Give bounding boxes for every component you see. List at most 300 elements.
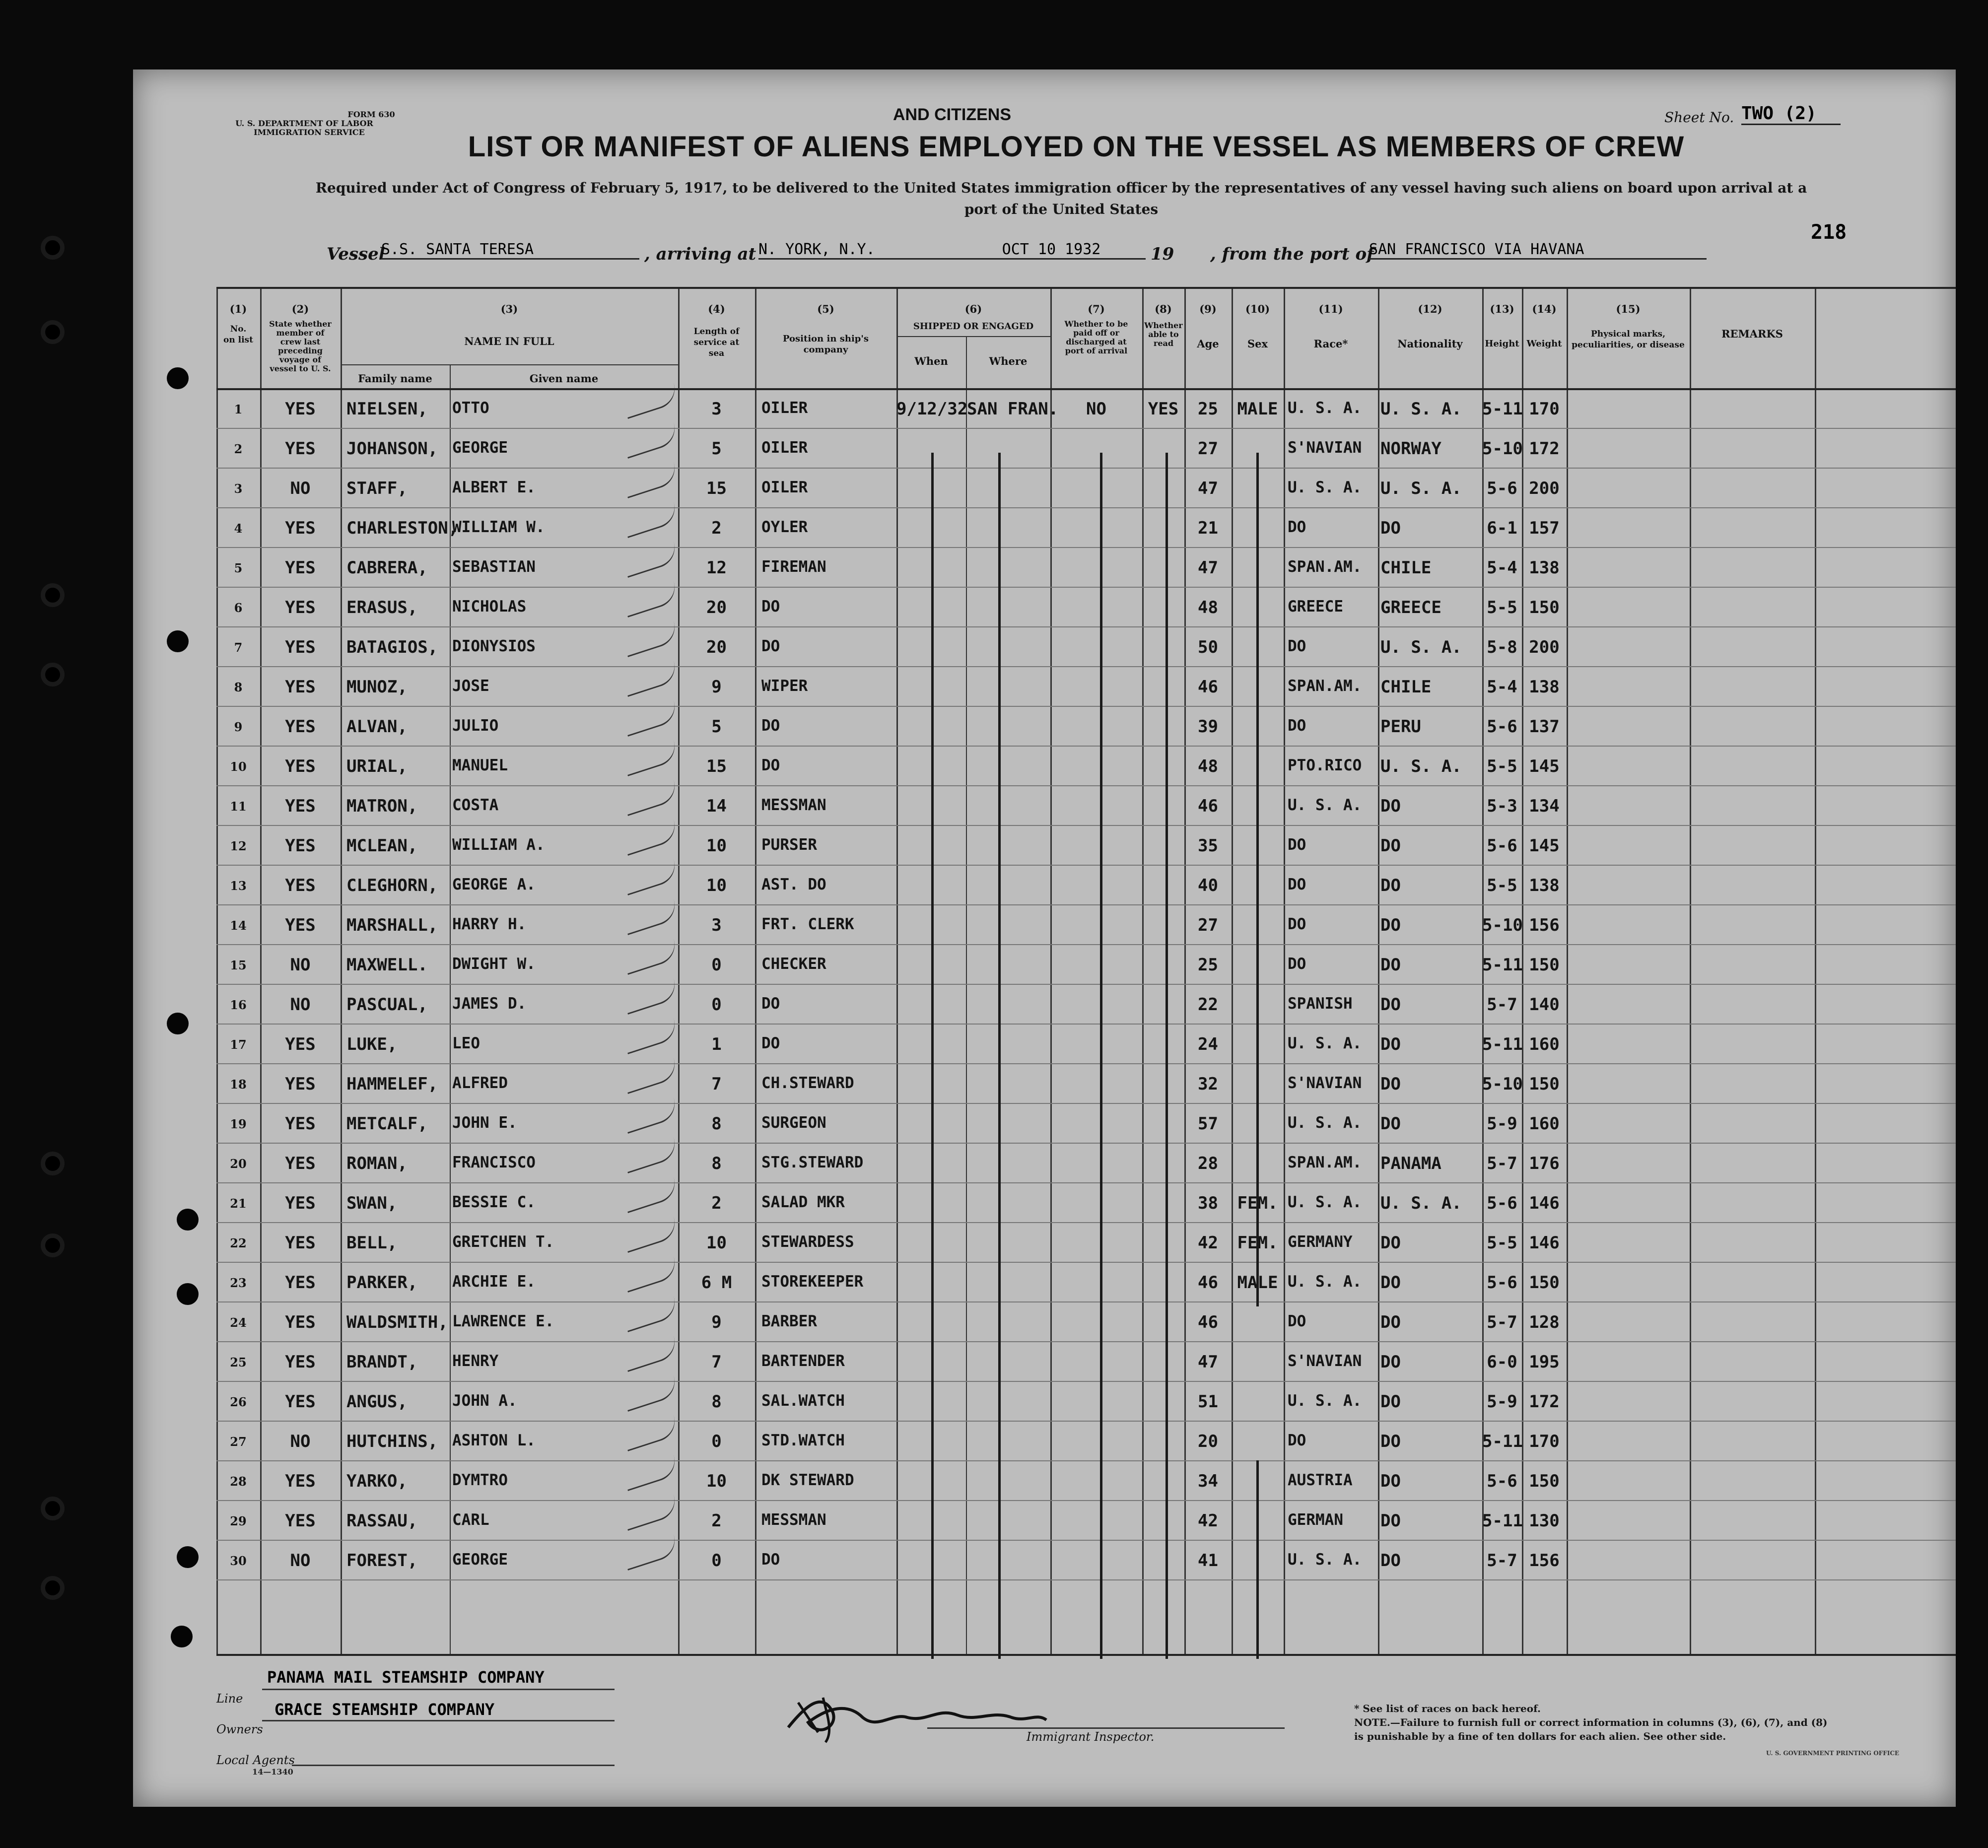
cell-nationality: DO xyxy=(1380,1233,1401,1253)
cell-service: 5 xyxy=(711,439,722,459)
col15-number: (15) xyxy=(1616,303,1641,315)
cell-race: U. S. A. xyxy=(1288,1193,1362,1211)
cell-height: 6-0 xyxy=(1487,1352,1517,1372)
cell-service: 8 xyxy=(711,1114,722,1134)
cell-family: STAFF, xyxy=(346,479,408,498)
cell-race: U. S. A. xyxy=(1288,1034,1362,1052)
cell-position: STEWARDESS xyxy=(761,1233,854,1251)
cell-given: ARCHIE E. xyxy=(452,1273,536,1291)
cell-given: JULIO xyxy=(452,717,499,735)
line-label: Line xyxy=(216,1692,243,1706)
cell-service: 3 xyxy=(711,399,722,419)
cell-position: DO xyxy=(761,1551,780,1569)
cell-position: CH.STEWARD xyxy=(761,1074,854,1092)
agents-label: Local Agents xyxy=(216,1753,295,1767)
cell-nationality: CHILE xyxy=(1380,677,1432,697)
cell-weight: 138 xyxy=(1529,876,1560,895)
cell-race: GREECE xyxy=(1288,598,1343,616)
cell-race: PTO.RICO xyxy=(1288,756,1362,774)
cell-given: DYMTRO xyxy=(452,1471,508,1489)
col-height: Height xyxy=(1485,339,1519,349)
cell-family: SWAN, xyxy=(346,1193,398,1213)
cell-service: 2 xyxy=(711,1511,722,1531)
cell-race: U. S. A. xyxy=(1288,1114,1362,1132)
cell-age: 46 xyxy=(1198,1312,1218,1332)
cell-height: 5-7 xyxy=(1487,1551,1517,1571)
cell-family: MCLEAN, xyxy=(346,836,418,856)
cell-nationality: DO xyxy=(1380,876,1401,895)
cell-family: CHARLESTON, xyxy=(346,518,459,538)
vessel-name: S.S. SANTA TERESA xyxy=(381,241,639,260)
cell-position: SAL.WATCH xyxy=(761,1392,845,1410)
cell-nationality: U. S. A. xyxy=(1380,637,1462,657)
cell-prev: YES xyxy=(285,836,316,856)
binder-hole xyxy=(41,236,65,260)
cell-race: SPAN.AM. xyxy=(1288,677,1362,695)
col-shipped-engaged: SHIPPED OR ENGAGED xyxy=(913,321,1034,332)
cell-service: 10 xyxy=(706,836,727,856)
cell-no: 14 xyxy=(230,918,247,933)
cell-service: 2 xyxy=(711,518,722,538)
cell-weight: 200 xyxy=(1529,637,1560,657)
cell-prev: YES xyxy=(285,1193,316,1213)
cell-age: 47 xyxy=(1198,558,1218,578)
cell-race: U. S. A. xyxy=(1288,1273,1362,1291)
cell-race: AUSTRIA xyxy=(1288,1471,1353,1489)
cell-race: DO xyxy=(1288,955,1306,973)
cell-height: 5-11 xyxy=(1482,1432,1523,1451)
binder-hole xyxy=(41,320,65,344)
cell-nationality: DO xyxy=(1380,1273,1401,1293)
cell-service: 8 xyxy=(711,1392,722,1412)
cell-position: FIREMAN xyxy=(761,558,826,576)
cell-weight: 170 xyxy=(1529,1432,1560,1451)
cell-nationality: CHILE xyxy=(1380,558,1432,578)
cell-age: 22 xyxy=(1198,995,1218,1015)
col4-number: (4) xyxy=(708,303,725,315)
col14-number: (14) xyxy=(1532,303,1557,315)
cell-height: 5-9 xyxy=(1487,1114,1517,1134)
cell-given: CARL xyxy=(452,1511,489,1529)
cell-age: 25 xyxy=(1198,955,1218,975)
cell-race: GERMANY xyxy=(1288,1233,1353,1251)
owners-value: GRACE STEAMSHIP COMPANY xyxy=(274,1700,495,1719)
cell-prev: YES xyxy=(285,1114,316,1134)
cell-family: ALVAN, xyxy=(346,717,408,737)
cell-height: 5-11 xyxy=(1482,955,1523,975)
cell-age: 21 xyxy=(1198,518,1218,538)
cell-nationality: DO xyxy=(1380,995,1401,1015)
cell-family: MUNOZ, xyxy=(346,677,408,697)
form-number: FORM 630 xyxy=(347,110,395,119)
cell-sex: MALE xyxy=(1237,1273,1278,1293)
cell-sex: FEM. xyxy=(1237,1193,1278,1213)
cell-position: SURGEON xyxy=(761,1114,826,1132)
cell-prev: YES xyxy=(285,1273,316,1293)
cell-family: JOHANSON, xyxy=(346,439,438,459)
cell-when: 9/12/32 xyxy=(896,399,968,419)
manifest-sheet xyxy=(133,69,1956,1807)
from-port-label: , from the port of xyxy=(1210,244,1374,264)
cell-paid: NO xyxy=(1086,399,1106,419)
cell-no: 30 xyxy=(230,1554,247,1568)
cell-position: STOREKEEPER xyxy=(761,1273,864,1291)
cell-prev: YES xyxy=(285,1471,316,1491)
cell-no: 5 xyxy=(234,561,243,575)
col-race: Race* xyxy=(1313,338,1348,350)
cell-family: BATAGIOS, xyxy=(346,637,438,657)
cell-race: U. S. A. xyxy=(1288,399,1362,417)
cell-height: 5-6 xyxy=(1487,1193,1517,1213)
footnote-fine: NOTE.—Failure to furnish full or correct information in columns (3), (6), (7), and (8) xyxy=(1354,1716,1828,1728)
col-no-on-list: No. on list xyxy=(223,324,253,345)
cell-height: 5-9 xyxy=(1487,1392,1517,1412)
binder-hole xyxy=(41,1152,65,1175)
owners-label: Owners xyxy=(216,1722,263,1736)
cell-weight: 150 xyxy=(1529,1471,1560,1491)
col7-number: (7) xyxy=(1088,303,1105,315)
cell-read: YES xyxy=(1148,399,1179,419)
cell-height: 5-6 xyxy=(1487,717,1517,737)
cell-nationality: U. S. A. xyxy=(1380,399,1462,419)
cell-prev: NO xyxy=(290,955,311,975)
cell-prev: YES xyxy=(285,518,316,538)
cell-weight: 145 xyxy=(1529,756,1560,776)
year-label: 19 xyxy=(1151,244,1174,264)
cell-prev: YES xyxy=(285,756,316,776)
cell-position: FRT. CLERK xyxy=(761,915,854,933)
cell-sex: FEM. xyxy=(1237,1233,1278,1253)
col-length-service: Length of service at sea xyxy=(693,327,740,358)
cell-family: MAXWELL. xyxy=(346,955,428,975)
cell-weight: 138 xyxy=(1529,558,1560,578)
cell-given: GRETCHEN T. xyxy=(452,1233,554,1251)
cell-nationality: DO xyxy=(1380,1074,1401,1094)
cell-family: NIELSEN, xyxy=(346,399,428,419)
col-nationality: Nationality xyxy=(1397,338,1463,350)
col6-number: (6) xyxy=(964,303,982,315)
act-text: Required under Act of Congress of February 5, 1917, to be delivered to the United States immigration officer by the representatives of any vessel having such aliens on board upon arrival at a xyxy=(315,180,1807,196)
punch-dot xyxy=(177,1546,199,1568)
cell-weight: 137 xyxy=(1529,717,1560,737)
cell-prev: YES xyxy=(285,1352,316,1372)
cell-age: 47 xyxy=(1198,1352,1218,1372)
col-paid-off: Whether to be paid off or discharged at port of arrival xyxy=(1064,319,1128,355)
cell-service: 10 xyxy=(706,1471,727,1491)
cell-age: 50 xyxy=(1198,637,1218,657)
cell-weight: 160 xyxy=(1529,1114,1560,1134)
cell-position: DO xyxy=(761,995,780,1013)
cell-height: 5-10 xyxy=(1482,439,1523,459)
cell-prev: NO xyxy=(290,1551,311,1571)
cell-service: 15 xyxy=(706,479,727,498)
cell-service: 14 xyxy=(706,796,727,816)
cell-service: 0 xyxy=(711,1551,722,1571)
cell-race: SPAN.AM. xyxy=(1288,1154,1362,1171)
cell-family: WALDSMITH, xyxy=(346,1312,448,1332)
cell-race: SPANISH xyxy=(1288,995,1353,1013)
cell-no: 11 xyxy=(230,799,247,814)
cell-weight: 172 xyxy=(1529,1392,1560,1412)
cell-prev: YES xyxy=(285,1154,316,1173)
cell-position: DO xyxy=(761,637,780,655)
cell-race: GERMAN xyxy=(1288,1511,1343,1529)
cell-age: 42 xyxy=(1198,1511,1218,1531)
cell-age: 25 xyxy=(1198,399,1218,419)
inspector-label: Immigrant Inspector. xyxy=(1027,1730,1155,1744)
col-prev-voyage: State whether member of crew last preceding voyage of vessel to U. S. xyxy=(269,319,332,373)
cell-position: DO xyxy=(761,1034,780,1052)
ditto-stroke xyxy=(998,453,1001,1659)
cell-weight: 150 xyxy=(1529,1273,1560,1293)
cell-family: FOREST, xyxy=(346,1551,418,1571)
punch-dot xyxy=(167,630,189,652)
cell-height: 5-6 xyxy=(1487,479,1517,498)
cell-age: 46 xyxy=(1198,1273,1218,1293)
cell-position: AST. DO xyxy=(761,876,826,893)
col8-number: (8) xyxy=(1155,303,1172,315)
agents-code: 14—1340 xyxy=(252,1767,293,1777)
cell-position: WIPER xyxy=(761,677,808,695)
cell-prev: NO xyxy=(290,1432,311,1451)
col3-number: (3) xyxy=(500,303,518,315)
cell-age: 24 xyxy=(1198,1034,1218,1054)
cell-given: HARRY H. xyxy=(452,915,527,933)
cell-where: SAN FRAN. xyxy=(967,399,1059,419)
ditto-stroke xyxy=(1256,453,1259,1306)
cell-prev: YES xyxy=(285,876,316,895)
sheet-number: TWO (2) xyxy=(1741,103,1841,125)
cell-service: 7 xyxy=(711,1074,722,1094)
cell-family: MATRON, xyxy=(346,796,418,816)
cell-no: 22 xyxy=(230,1236,247,1250)
cell-family: CABRERA, xyxy=(346,558,428,578)
cell-weight: 146 xyxy=(1529,1193,1560,1213)
cell-race: SPAN.AM. xyxy=(1288,558,1362,576)
cell-weight: 150 xyxy=(1529,955,1560,975)
cell-height: 5-4 xyxy=(1487,558,1517,578)
cell-service: 15 xyxy=(706,756,727,776)
cell-no: 6 xyxy=(234,601,243,615)
col-age: Age xyxy=(1197,338,1219,350)
cell-no: 15 xyxy=(230,958,247,972)
crew-table xyxy=(216,287,1956,1656)
cell-prev: YES xyxy=(285,677,316,697)
cell-service: 10 xyxy=(706,1233,727,1253)
col1-number: (1) xyxy=(229,303,247,315)
cell-family: BELL, xyxy=(346,1233,398,1253)
col-where: Where xyxy=(989,355,1028,367)
cell-height: 5-5 xyxy=(1487,876,1517,895)
cell-weight: 150 xyxy=(1529,598,1560,617)
cell-weight: 160 xyxy=(1529,1034,1560,1054)
cell-given: ALBERT E. xyxy=(452,479,536,496)
cell-given: NICHOLAS xyxy=(452,598,527,616)
cell-age: 46 xyxy=(1198,796,1218,816)
cell-age: 46 xyxy=(1198,677,1218,697)
cell-prev: YES xyxy=(285,558,316,578)
cell-nationality: PERU xyxy=(1380,717,1421,737)
cell-service: 3 xyxy=(711,915,722,935)
cell-service: 20 xyxy=(706,637,727,657)
cell-family: ERASUS, xyxy=(346,598,418,617)
line-value: PANAMA MAIL STEAMSHIP COMPANY xyxy=(267,1668,545,1687)
cell-given: ALFRED xyxy=(452,1074,508,1092)
cell-service: 2 xyxy=(711,1193,722,1213)
cell-age: 48 xyxy=(1198,598,1218,617)
cell-weight: 200 xyxy=(1529,479,1560,498)
cell-nationality: NORWAY xyxy=(1380,439,1441,459)
cell-prev: YES xyxy=(285,439,316,459)
cell-weight: 150 xyxy=(1529,1074,1560,1094)
cell-nationality: DO xyxy=(1380,1511,1401,1531)
cell-weight: 134 xyxy=(1529,796,1560,816)
cell-age: 27 xyxy=(1198,439,1218,459)
cell-no: 18 xyxy=(230,1077,247,1092)
cell-age: 48 xyxy=(1198,756,1218,776)
col-given-name: Given name xyxy=(529,372,599,385)
col10-number: (10) xyxy=(1245,303,1270,315)
cell-service: 6 M xyxy=(701,1273,732,1293)
cell-weight: 146 xyxy=(1529,1233,1560,1253)
cell-no: 8 xyxy=(234,680,243,694)
cell-no: 10 xyxy=(230,759,247,774)
cell-position: DO xyxy=(761,717,780,735)
ditto-stroke xyxy=(1165,453,1168,1659)
cell-service: 1 xyxy=(711,1034,722,1054)
cell-height: 6-1 xyxy=(1487,518,1517,538)
inspector-signature xyxy=(778,1683,1056,1747)
cell-age: 40 xyxy=(1198,876,1218,895)
punch-dot xyxy=(171,1626,193,1647)
cell-weight: 170 xyxy=(1529,399,1560,419)
cell-family: METCALF, xyxy=(346,1114,428,1134)
cell-nationality: DO xyxy=(1380,915,1401,935)
ditto-stroke xyxy=(1256,1460,1259,1659)
cell-weight: 130 xyxy=(1529,1511,1560,1531)
cell-weight: 128 xyxy=(1529,1312,1560,1332)
cell-prev: YES xyxy=(285,796,316,816)
cell-no: 1 xyxy=(234,402,243,416)
cell-age: 32 xyxy=(1198,1074,1218,1094)
printing-office: U. S. GOVERNMENT PRINTING OFFICE xyxy=(1766,1750,1900,1757)
cell-race: DO xyxy=(1288,1432,1306,1449)
cell-prev: YES xyxy=(285,1392,316,1412)
cell-height: 5-11 xyxy=(1482,1511,1523,1531)
cell-age: 39 xyxy=(1198,717,1218,737)
cell-family: PARKER, xyxy=(346,1273,418,1293)
cell-nationality: DO xyxy=(1380,1352,1401,1372)
cell-height: 5-6 xyxy=(1487,1471,1517,1491)
cell-prev: YES xyxy=(285,598,316,617)
footnote-fine-2: is punishable by a fine of ten dollars for each alien. See other side. xyxy=(1354,1730,1726,1742)
cell-race: DO xyxy=(1288,876,1306,893)
cell-height: 5-10 xyxy=(1482,1074,1523,1094)
cell-position: DO xyxy=(761,598,780,616)
cell-height: 5-11 xyxy=(1482,1034,1523,1054)
binder-hole xyxy=(41,1497,65,1520)
cell-given: JAMES D. xyxy=(452,995,527,1013)
cell-race: S'NAVIAN xyxy=(1288,439,1362,457)
cell-family: MARSHALL, xyxy=(346,915,438,935)
cell-age: 34 xyxy=(1198,1471,1218,1491)
cell-no: 13 xyxy=(230,879,247,893)
cell-height: 5-8 xyxy=(1487,637,1517,657)
cell-given: JOHN E. xyxy=(452,1114,517,1132)
cell-age: 42 xyxy=(1198,1233,1218,1253)
cell-given: WILLIAM W. xyxy=(452,518,545,536)
cell-no: 19 xyxy=(230,1117,247,1131)
cell-no: 2 xyxy=(234,442,243,456)
col-weight: Weight xyxy=(1526,339,1562,349)
cell-weight: 176 xyxy=(1529,1154,1560,1173)
cell-service: 9 xyxy=(711,677,722,697)
cell-given: GEORGE xyxy=(452,1551,508,1569)
cell-no: 3 xyxy=(234,481,243,496)
cell-nationality: PANAMA xyxy=(1380,1154,1441,1173)
cell-family: YARKO, xyxy=(346,1471,408,1491)
cell-nationality: DO xyxy=(1380,955,1401,975)
cell-position: SALAD MKR xyxy=(761,1193,845,1211)
cell-nationality: DO xyxy=(1380,796,1401,816)
act-text-line2: port of the United States xyxy=(964,201,1159,217)
cell-no: 29 xyxy=(230,1514,247,1528)
footnote-races: * See list of races on back hereof. xyxy=(1354,1703,1541,1714)
cell-height: 5-4 xyxy=(1487,677,1517,697)
cell-no: 7 xyxy=(234,640,243,655)
cell-family: ROMAN, xyxy=(346,1154,408,1173)
page-number: 218 xyxy=(1811,221,1847,244)
col-when: When xyxy=(914,355,948,367)
cell-service: 0 xyxy=(711,955,722,975)
cell-race: U. S. A. xyxy=(1288,1551,1362,1569)
cell-height: 5-5 xyxy=(1487,756,1517,776)
cell-no: 28 xyxy=(230,1474,247,1489)
cell-no: 21 xyxy=(230,1196,247,1211)
cell-race: U. S. A. xyxy=(1288,1392,1362,1410)
cell-race: S'NAVIAN xyxy=(1288,1074,1362,1092)
cell-given: OTTO xyxy=(452,399,489,417)
cell-race: U. S. A. xyxy=(1288,479,1362,496)
cell-no: 17 xyxy=(230,1037,247,1052)
col2-number: (2) xyxy=(291,303,309,315)
cell-nationality: DO xyxy=(1380,1034,1401,1054)
cell-race: DO xyxy=(1288,915,1306,933)
cell-nationality: DO xyxy=(1380,1114,1401,1134)
cell-race: DO xyxy=(1288,637,1306,655)
cell-service: 8 xyxy=(711,1154,722,1173)
cell-position: OILER xyxy=(761,399,808,417)
cell-no: 12 xyxy=(230,839,247,853)
cell-weight: 172 xyxy=(1529,439,1560,459)
cell-height: 5-3 xyxy=(1487,796,1517,816)
cell-no: 9 xyxy=(234,720,243,734)
cell-weight: 156 xyxy=(1529,915,1560,935)
cell-age: 28 xyxy=(1198,1154,1218,1173)
cell-nationality: DO xyxy=(1380,1551,1401,1571)
cell-prev: YES xyxy=(285,637,316,657)
cell-nationality: U. S. A. xyxy=(1380,756,1462,776)
cell-service: 12 xyxy=(706,558,727,578)
cell-prev: YES xyxy=(285,1312,316,1332)
cell-nationality: DO xyxy=(1380,1471,1401,1491)
ditto-stroke xyxy=(931,453,934,1659)
arrival-port: N. YORK, N.Y. xyxy=(758,241,957,260)
cell-prev: NO xyxy=(290,479,311,498)
arriving-label: , arriving at xyxy=(644,244,756,264)
cell-race: DO xyxy=(1288,1312,1306,1330)
sheet-label: Sheet No. xyxy=(1664,109,1734,126)
